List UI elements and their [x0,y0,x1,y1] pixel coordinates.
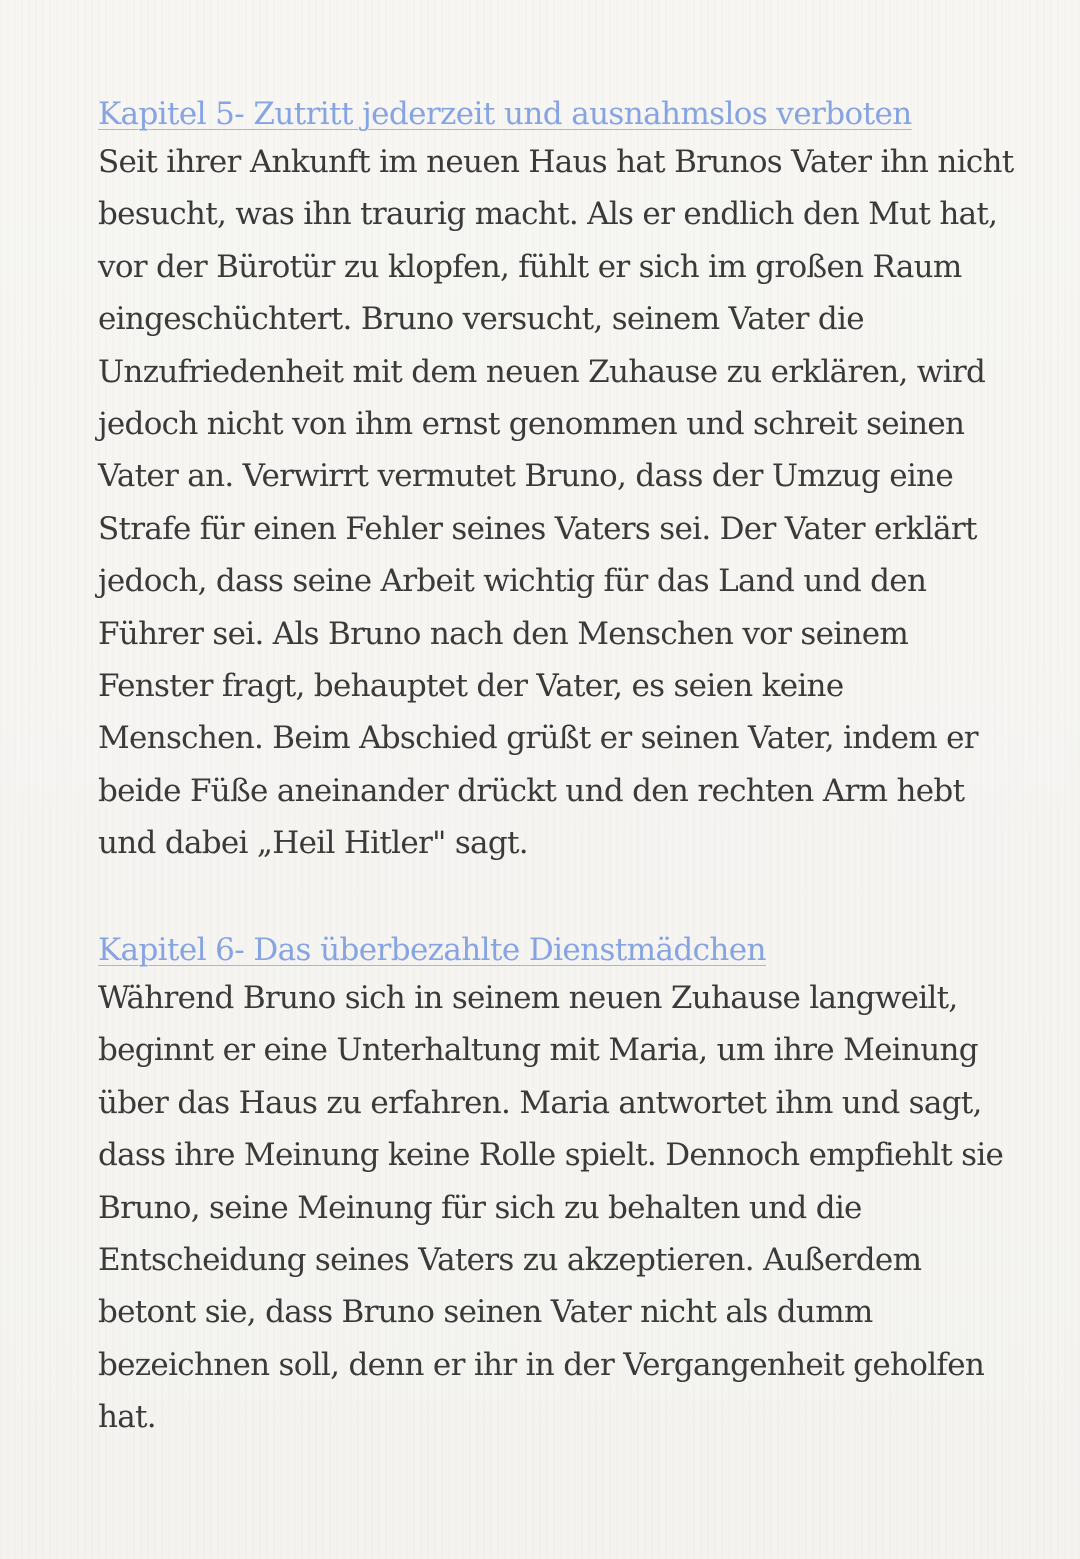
chapter-6-heading: Kapitel 6- Das überbezahlte Dienstmädchen [98,932,766,968]
text-line: Fenster fragt, behauptet der Vater, es seien keine [98,668,844,705]
text-line: vor der Bürotür zu klopfen, fühlt er sich im großen Raum [98,248,962,285]
text-line: und dabei „Heil Hitler" sagt. [98,825,528,862]
text-line: hat. [98,1399,156,1436]
text-line: bezeichnen soll, denn er ihr in der Vergangenheit geholfen [98,1346,985,1383]
text-line: Seit ihrer Ankunft im neuen Haus hat Brunos Vater ihn nicht [98,144,1014,180]
chapter-5-section [98,92,1014,870]
text-line: Strafe für einen Fehler seines Vaters sei. Der Vater erklärt [98,510,977,547]
text-line: jedoch, dass seine Arbeit wichtig für das Land und den [98,563,927,600]
text-line: dass ihre Meinung keine Rolle spielt. Dennoch empfiehlt sie [98,1137,1004,1174]
text-line: Unzufriedenheit mit dem neuen Zuhause zu erklären, wird [98,353,986,390]
text-line: Entscheidung seines Vaters zu akzeptieren. Außerdem [98,1242,922,1279]
chapter-6-section [98,928,1004,1444]
text-line: jedoch nicht von ihm ernst genommen und schreit seinen [98,406,965,443]
text-line: beginnt er eine Unterhaltung mit Maria, um ihre Meinung [98,1032,978,1069]
chapter-5-body [98,136,1014,870]
text-line: eingeschüchtert. Bruno versucht, seinem Vater die [98,301,864,338]
text-line: über das Haus zu erfahren. Maria antwortet ihm und sagt, [98,1084,982,1121]
chapter-5-heading: Kapitel 5- Zutritt jederzeit und ausnahmslos verboten [98,96,912,132]
text-line: Führer sei. Als Bruno nach den Menschen vor seinem [98,615,909,652]
chapter-6-body [98,972,1004,1444]
text-line: Bruno, seine Meinung für sich zu behalten und die [98,1189,862,1226]
text-line: Menschen. Beim Abschied grüßt er seinen Vater, indem er [98,720,978,757]
text-line: besucht, was ihn traurig macht. Als er endlich den Mut hat, [98,196,998,233]
text-line: Vater an. Verwirrt vermutet Bruno, dass der Umzug eine [98,458,953,495]
text-line: beide Füße aneinander drückt und den rechten Arm hebt [98,772,965,809]
text-line: betont sie, dass Bruno seinen Vater nicht als dumm [98,1294,873,1331]
text-line: Während Bruno sich in seinem neuen Zuhause langweilt, [98,980,958,1016]
